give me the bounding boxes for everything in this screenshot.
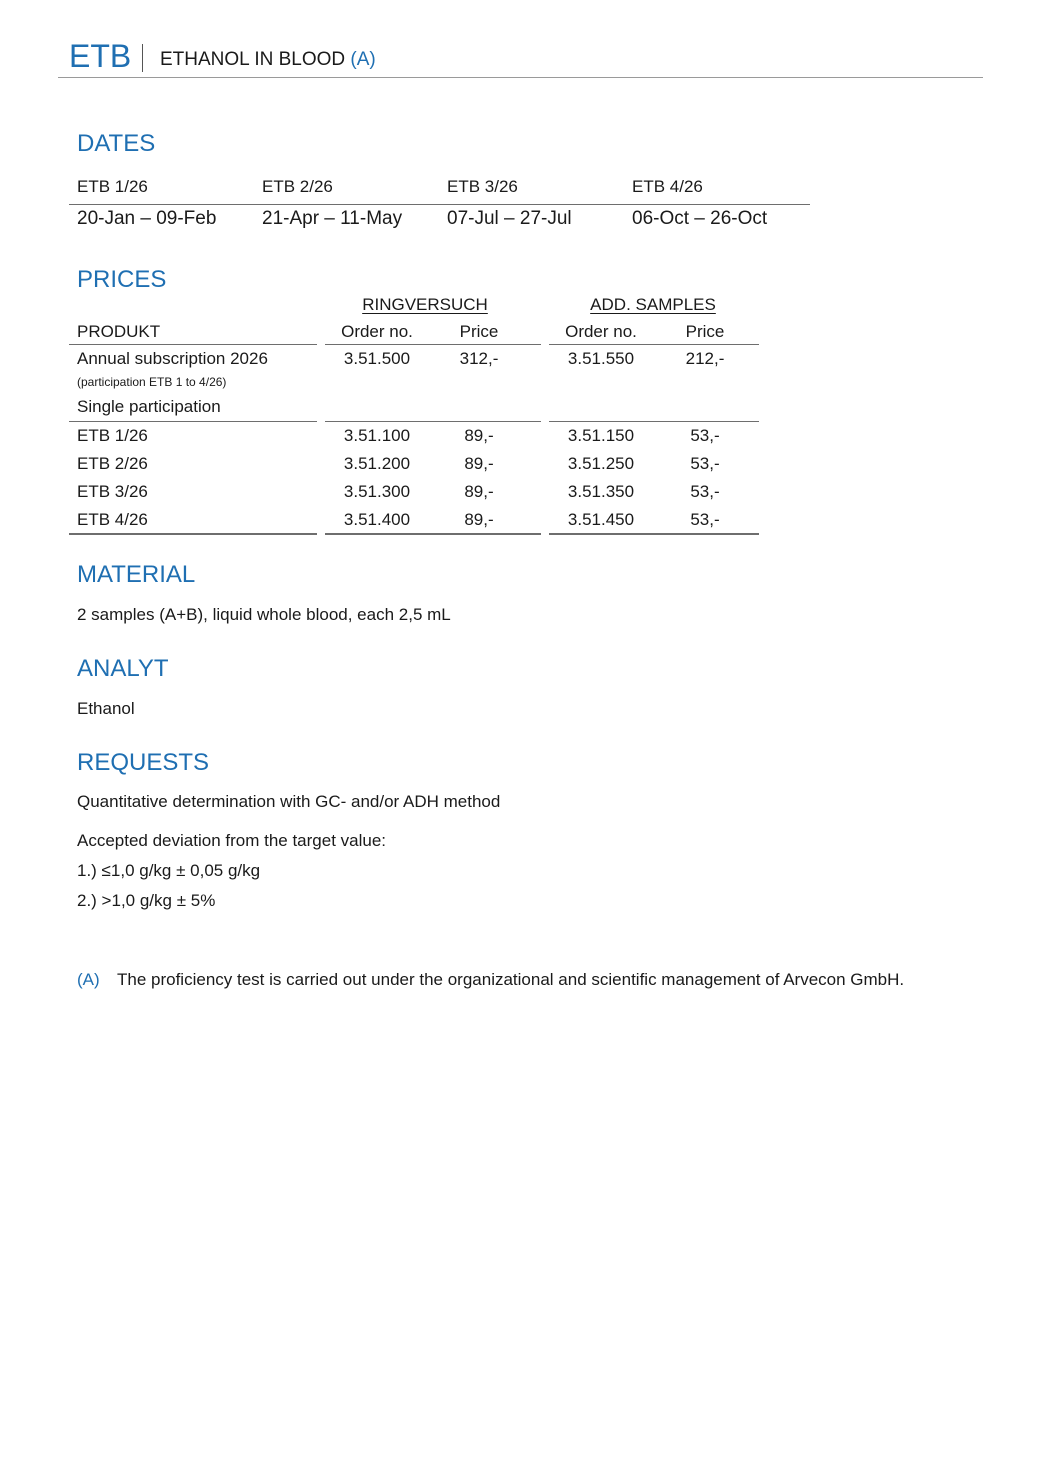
- prices-col-price: Price: [459, 322, 499, 341]
- price-row-add-order: 3.51.450: [567, 510, 635, 529]
- annual-label: Annual subscription 2026: [77, 349, 268, 368]
- prices-single-rule-ring: [325, 421, 541, 422]
- prices-bottom-rule-product: [69, 533, 317, 535]
- analyt-text: Ethanol: [77, 699, 135, 718]
- price-row-add-price: 53,-: [690, 510, 720, 529]
- footnote-marker: (A): [77, 970, 100, 989]
- material-text: 2 samples (A+B), liquid whole blood, each 2,5 mL: [77, 605, 451, 624]
- price-row-order: 3.51.300: [343, 482, 411, 501]
- dates-label-1: ETB 1/26: [77, 177, 148, 196]
- dates-heading: DATES: [77, 130, 156, 157]
- dates-label-4: ETB 4/26: [632, 177, 703, 196]
- price-row-price: 89,-: [464, 454, 494, 473]
- annual-add-order: 3.51.550: [567, 349, 635, 368]
- prices-single-rule-product: [69, 421, 317, 422]
- prices-header-rule-add: [549, 344, 759, 345]
- dates-range-1: 20-Jan – 09-Feb: [77, 208, 217, 229]
- requests-deviation-item: 2.) >1,0 g/kg ± 5%: [77, 891, 216, 910]
- prices-header-rule-ring: [325, 344, 541, 345]
- prices-col-add-price: Price: [685, 322, 725, 341]
- dates-label-2: ETB 2/26: [262, 177, 333, 196]
- requests-heading: REQUESTS: [77, 749, 210, 776]
- annual-order: 3.51.500: [343, 349, 411, 368]
- price-row-add-price: 53,-: [690, 482, 720, 501]
- prices-col-order: Order no.: [341, 322, 413, 341]
- price-row-add-order: 3.51.150: [567, 426, 635, 445]
- prices-single-rule-add: [549, 421, 759, 422]
- header-title-text: ETHANOL IN BLOOD: [160, 49, 346, 70]
- dates-range-4: 06-Oct – 26-Oct: [632, 208, 768, 229]
- header-title: [160, 49, 376, 71]
- price-row-label: ETB 4/26: [77, 510, 148, 529]
- price-row-price: 89,-: [464, 482, 494, 501]
- price-row-add-order: 3.51.350: [567, 482, 635, 501]
- annual-add-price: 212,-: [685, 349, 725, 368]
- price-row-price: 89,-: [464, 426, 494, 445]
- dates-range-2: 21-Apr – 11-May: [262, 208, 403, 229]
- price-row-label: ETB 1/26: [77, 426, 148, 445]
- price-row-order: 3.51.400: [343, 510, 411, 529]
- price-row-order: 3.51.200: [343, 454, 411, 473]
- prices-col-add-order: Order no.: [565, 322, 637, 341]
- prices-heading: PRICES: [77, 266, 167, 293]
- single-participation-label: Single participation: [77, 397, 221, 416]
- price-row-price: 89,-: [464, 510, 494, 529]
- price-row-add-price: 53,-: [690, 426, 720, 445]
- analyt-heading: ANALYT: [77, 655, 169, 682]
- requests-method: Quantitative determination with GC- and/or ADH method: [77, 792, 501, 811]
- price-row-order: 3.51.100: [343, 426, 411, 445]
- header-separator: [142, 44, 143, 72]
- annual-note: (participation ETB 1 to 4/26): [77, 375, 227, 389]
- prices-bottom-rule-ring: [325, 533, 541, 535]
- prices-bottom-rule-add: [549, 533, 759, 535]
- price-row-add-order: 3.51.250: [567, 454, 635, 473]
- prices-header-rule-product: [69, 344, 317, 345]
- prices-group-ringversuch: RINGVERSUCH: [362, 295, 488, 314]
- price-row-label: ETB 3/26: [77, 482, 148, 501]
- requests-deviation-item: 1.) ≤1,0 g/kg ± 0,05 g/kg: [77, 861, 261, 880]
- material-heading: MATERIAL: [77, 561, 196, 588]
- header-rule: [58, 77, 983, 78]
- annual-price: 312,-: [459, 349, 499, 368]
- footnote-text: The proficiency test is carried out under the organizational and scientific management of Arvecon GmbH.: [117, 970, 905, 989]
- header-footnote-marker: (A): [350, 49, 376, 70]
- prices-group-add: ADD. SAMPLES: [590, 295, 716, 314]
- price-row-label: ETB 2/26: [77, 454, 148, 473]
- dates-rule: [69, 204, 810, 205]
- price-row-add-price: 53,-: [690, 454, 720, 473]
- prices-col-product: PRODUKT: [77, 322, 161, 341]
- requests-deviation-intro: Accepted deviation from the target value:: [77, 831, 387, 850]
- header-code: ETB: [69, 38, 132, 74]
- dates-label-3: ETB 3/26: [447, 177, 518, 196]
- dates-range-3: 07-Jul – 27-Jul: [447, 208, 572, 229]
